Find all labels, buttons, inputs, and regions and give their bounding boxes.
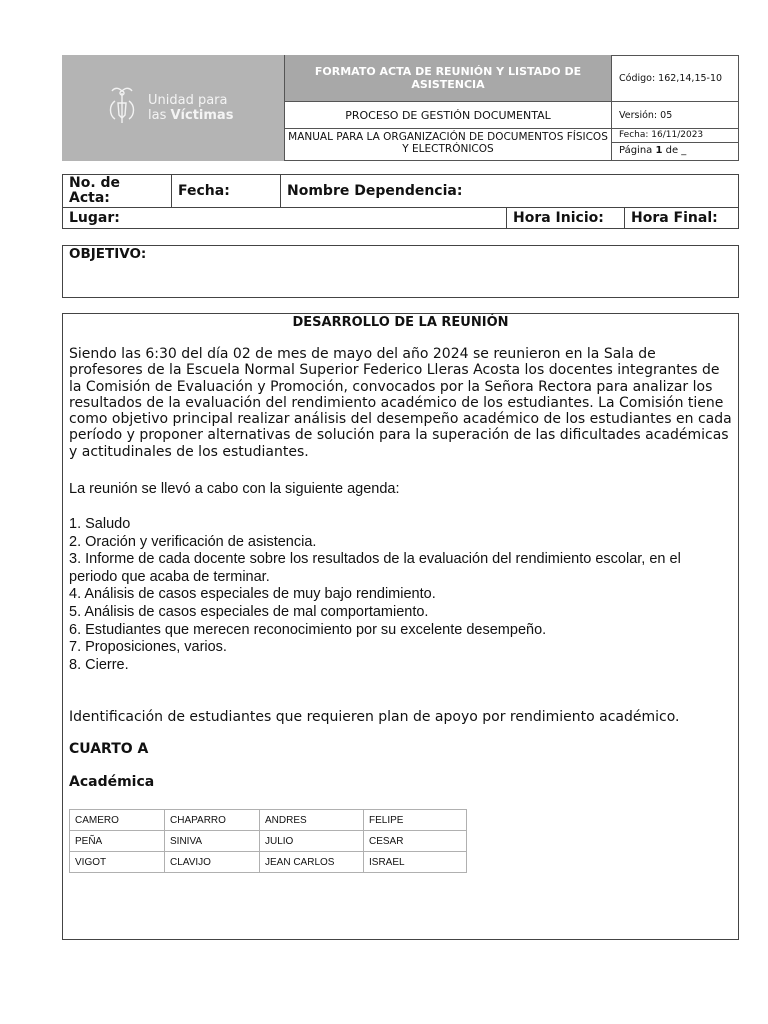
table-cell: FELIPE xyxy=(364,810,467,831)
objetivo-box[interactable] xyxy=(62,245,739,298)
manual-name: MANUAL PARA LA ORGANIZACIÓN DE DOCUMENTOS FÍSICOS Y ELECTRÓNICOS xyxy=(285,129,612,161)
lugar-field[interactable] xyxy=(63,208,507,228)
table-cell: ISRAEL xyxy=(364,852,467,873)
table-cell: CLAVIJO xyxy=(165,852,260,873)
document-date: Fecha: 16/11/2023 xyxy=(612,129,739,143)
page-prefix: Página xyxy=(619,145,656,156)
process-name: PROCESO DE GESTIÓN DOCUMENTAL xyxy=(285,102,612,129)
hora-final-label: Hora Final: xyxy=(631,210,718,226)
agenda-item: 1. Saludo xyxy=(69,516,131,532)
acta-number-field[interactable] xyxy=(63,175,172,208)
acta-label-line-1: No. de xyxy=(69,175,121,191)
logo-line-1: Unidad para xyxy=(148,93,228,108)
meeting-meta-table xyxy=(62,174,739,229)
hora-final-field[interactable] xyxy=(625,208,738,228)
hora-inicio-label: Hora Inicio: xyxy=(513,210,604,226)
fecha-field[interactable] xyxy=(172,175,281,208)
logo-line-2-prefix: las xyxy=(148,108,171,123)
agenda-item: 8. Cierre. xyxy=(69,656,129,673)
page-suffix: de _ xyxy=(662,145,687,156)
table-row xyxy=(70,810,467,831)
desarrollo-title: DESARROLLO DE LA REUNIÓN xyxy=(292,315,509,330)
agenda-item: 6. Estudiantes que merecen reconocimiento por su excelente desempeño. xyxy=(69,621,547,638)
hora-inicio-field[interactable] xyxy=(507,208,625,228)
agenda-item: 7. Proposiciones, varios. xyxy=(69,639,227,656)
agenda-list xyxy=(69,516,733,674)
document-version: Versión: 05 xyxy=(612,102,739,129)
logo-line-2 xyxy=(148,108,233,123)
agenda-intro: La reunión se llevó a cabo con la siguiente agenda: xyxy=(69,481,400,497)
agenda-item: 4. Análisis de casos especiales de muy bajo rendimiento. xyxy=(69,586,436,603)
page-number: 1 xyxy=(655,145,663,156)
table-cell: SINIVA xyxy=(165,831,260,852)
objetivo-label: OBJETIVO: xyxy=(69,246,147,262)
table-cell: JEAN CARLOS xyxy=(260,852,364,873)
page-indicator xyxy=(612,143,739,161)
form-title: FORMATO ACTA DE REUNIÓN Y LISTADO DE ASISTENCIA xyxy=(285,55,612,102)
agenda-item: 2. Oración y verificación de asistencia. xyxy=(69,533,317,550)
group-heading: CUARTO A xyxy=(69,741,149,757)
acta-label-line-2: Acta: xyxy=(69,190,110,206)
table-cell: CHAPARRO xyxy=(165,810,260,831)
logo-line-2-bold: Víctimas xyxy=(170,108,234,123)
dependencia-field[interactable] xyxy=(281,175,738,208)
fecha-label: Fecha: xyxy=(178,183,230,199)
table-cell: CAMERO xyxy=(70,810,165,831)
intro-paragraph: Siendo las 6:30 del día 02 de mes de mayo del año 2024 se reunieron en la Sala de profesores de la Escuela Normal Superior Federico Lleras Acosta los docentes integrantes de la Comisión de Evaluación y Promoción, convocados por la Señora Rectora para analizar los resultados de la evaluación del rendimiento académico de los estudiantes. La Comisión tiene como objetivo principal realizar análisis del desempeño académico de los estudiantes en cada período y proponer alternativas de solución para la superación de las dificultades académicas y actitudinales de los estudiantes. xyxy=(69,346,732,460)
table-row xyxy=(70,852,467,873)
table-row xyxy=(70,831,467,852)
category-heading: Académica xyxy=(69,774,155,790)
table-cell: ANDRES xyxy=(260,810,364,831)
table-cell: JULIO xyxy=(260,831,364,852)
agenda-item: 5. Análisis de casos especiales de mal comportamiento. xyxy=(69,603,429,620)
document-code: Código: 162,14,15-10 xyxy=(612,55,739,102)
logo-wordmark xyxy=(148,93,233,123)
coat-of-arms-icon xyxy=(100,83,144,131)
lugar-label: Lugar: xyxy=(69,210,120,226)
identificacion-text: Identificación de estudiantes que requieren plan de apoyo por rendimiento académico. xyxy=(69,709,680,725)
students-table xyxy=(69,809,467,873)
table-cell: CESAR xyxy=(364,831,467,852)
dependencia-label: Nombre Dependencia: xyxy=(287,183,463,199)
table-cell: VIGOT xyxy=(70,852,165,873)
agenda-item: 3. Informe de cada docente sobre los resultados de la evaluación del rendimiento escolar, en el periodo que acaba de terminar. xyxy=(69,551,681,585)
table-cell: PEÑA xyxy=(70,831,165,852)
